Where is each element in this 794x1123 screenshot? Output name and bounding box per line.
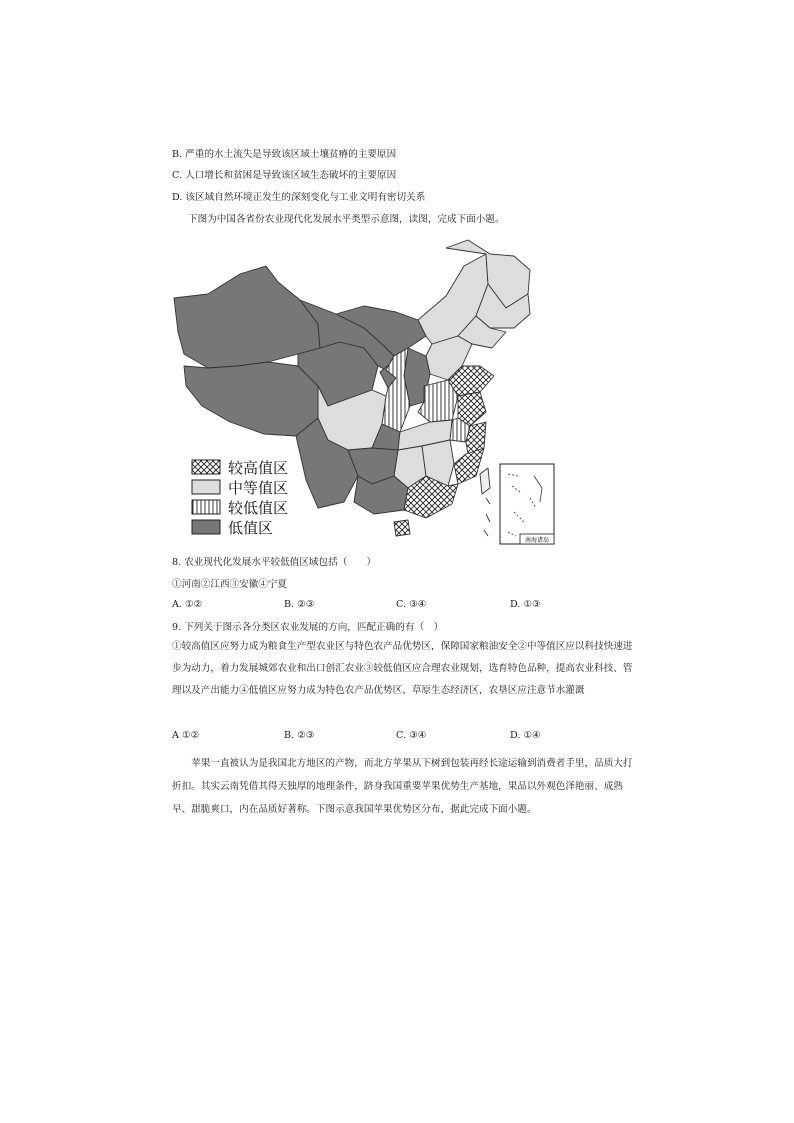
q9-option-d[interactable]: D. ①④ <box>510 730 541 741</box>
q9-option-a[interactable]: A ①② <box>172 730 200 741</box>
map-legend <box>192 459 288 537</box>
option-c-text: C. 人口增长和贫困是导致该区域生态破坏的主要原因 <box>172 170 397 181</box>
q8-option-a[interactable]: A. ①② <box>172 599 203 610</box>
region-xinjiang <box>174 266 320 368</box>
q8-option-c[interactable]: C. ③④ <box>396 599 427 610</box>
q9-body: ①较高值区应努力成为粮食生产型农业区与特色农产品优势区，保障国家粮油安全②中等值区应以科技快速进步为动力，着力发展城郊农业和出口创汇农业③较低值区应合理农业规划，选育特色品种，提高农业科技、管理以及产出能力④低值区应努力成为特色农产品优势区、草原生态经济区，农垦区应注意节水灌溉 <box>172 641 633 696</box>
option-b-text: B. 严重的水土流失是导致该区域土壤贫瘠的主要原因 <box>172 149 397 160</box>
q9-stem: 9. 下列关于图示各分类区农业发展的方向，匹配正确的有（ ） <box>172 622 444 633</box>
region-fujian <box>454 448 484 484</box>
region-hainan <box>394 520 410 536</box>
south-china-sea-inset <box>500 464 554 544</box>
china-agriculture-map <box>168 236 560 548</box>
q8-items: ①河南②江西③安徽④宁夏 <box>172 579 288 590</box>
legend-label-lower: 较低值区 <box>228 499 289 517</box>
q9-option-c[interactable]: C. ③④ <box>396 730 427 741</box>
q8-options <box>172 599 642 613</box>
q9-options <box>172 730 642 744</box>
apple-paragraph: 苹果一直被认为是我国北方地区的产物，而北方苹果从下树到包装再经长途运输到消费者手里，品质大打折扣。其实云南凭借其得天独厚的地理条件，跻身我国重要苹果优势生产基地，果品以外观色泽艳丽、成熟早、甜脆爽口，内在品质好著称。下图示意我国苹果优势区分布，据此完成下面小题。 <box>172 758 633 815</box>
map-intro-text: 下图为中国各省份农业现代化发展水平类型示意图，读图，完成下面小题。 <box>188 214 505 225</box>
q8-option-d[interactable]: D. ①③ <box>510 599 541 610</box>
option-d-text: D. 该区域自然环境正发生的深刻变化与工业文明有密切关系 <box>172 192 426 203</box>
legend-label-high: 较高值区 <box>228 459 289 477</box>
region-tibet <box>184 362 318 436</box>
region-taiwan <box>480 468 490 494</box>
q9-option-b[interactable]: B. ②③ <box>284 730 315 741</box>
q8-stem: 8. 农业现代化发展水平较低值区域包括（ ） <box>172 557 377 568</box>
legend-label-medium: 中等值区 <box>228 479 289 497</box>
q8-option-b[interactable]: B. ②③ <box>284 599 315 610</box>
legend-label-low: 低值区 <box>228 519 274 537</box>
region-guangxi <box>354 476 408 514</box>
inset-label: 南海诸岛 <box>524 537 550 544</box>
